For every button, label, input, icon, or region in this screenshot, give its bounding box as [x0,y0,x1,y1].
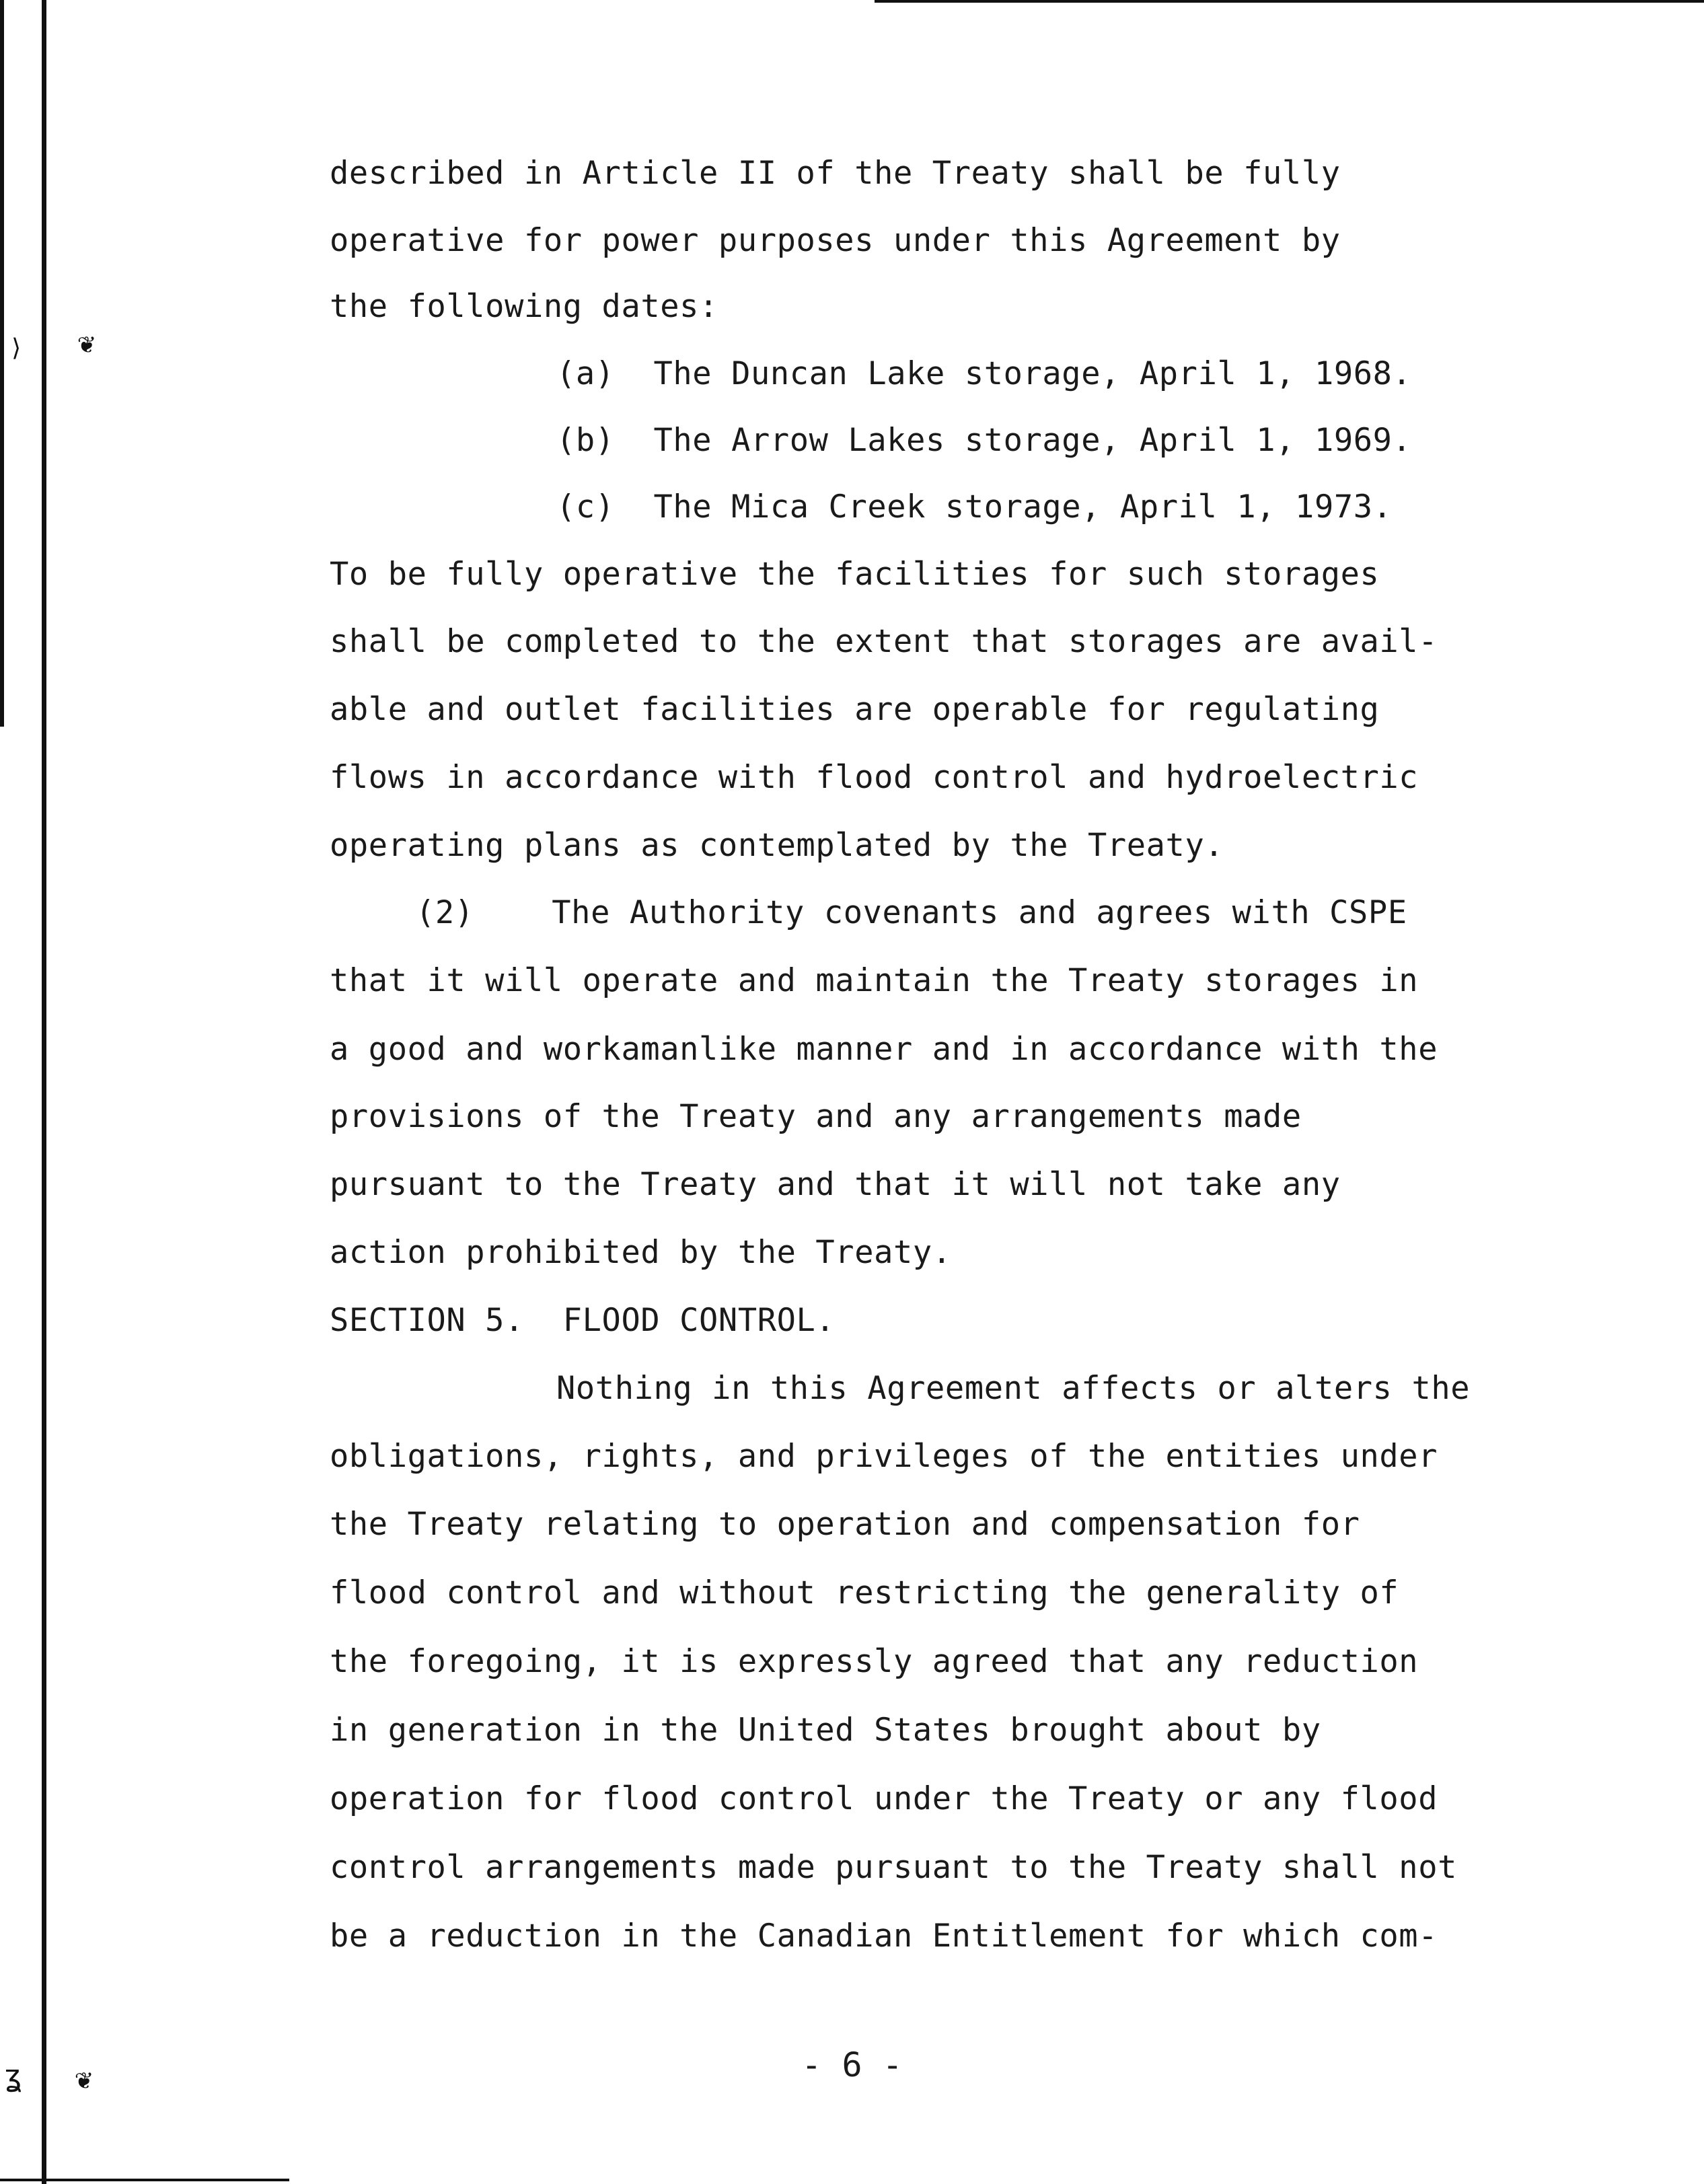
text-line: operation for flood control under the Treaty or any flood [330,1780,1438,1817]
text-line: operating plans as contemplated by the Treaty. [330,827,1224,864]
text-line: able and outlet facilities are operable for regulating [330,691,1380,728]
scan-artifact-top: ⟩ [9,334,24,362]
list-item: (a) The Duncan Lake storage, April 1, 1968. [556,355,1412,392]
text-line: operative for power purposes under this Agreement by [330,222,1341,259]
text-line: a good and workamanlike manner and in accordance with the [330,1031,1438,1068]
list-item: (b) The Arrow Lakes storage, April 1, 1969. [556,422,1412,459]
page-number: - 6 - [801,2045,903,2084]
text-line: that it will operate and maintain the Treaty storages in [330,962,1419,999]
punch-hole-mark-bottom: ❦ [75,2062,92,2095]
text-line: shall be completed to the extent that storages are avail- [330,623,1438,660]
scan-artifact-bottom: ʓ [4,2059,23,2093]
paragraph-start: (2) The Authority covenants and agrees with CSPE [416,894,1407,931]
text-line: flows in accordance with flood control and hydroelectric [330,759,1419,796]
text-line: flood control and without restricting the generality of [330,1574,1399,1611]
text-line: provisions of the Treaty and any arrangements made [330,1098,1302,1135]
section-heading: SECTION 5. FLOOD CONTROL. [330,1302,836,1339]
list-item: (c) The Mica Creek storage, April 1, 1973. [556,488,1393,525]
text-line: control arrangements made pursuant to the Treaty shall not [330,1849,1457,1886]
scan-edge-bottom [0,2179,289,2181]
text-line: To be fully operative the facilities for such storages [330,556,1380,593]
paragraph-start: Nothing in this Agreement affects or alters the [556,1370,1471,1407]
text-line: obligations, rights, and privileges of the entities under [330,1438,1438,1475]
text-line: the following dates: [330,288,718,325]
scan-edge-inner [42,0,46,2184]
scan-edge-top [875,0,1704,3]
text-line: be a reduction in the Canadian Entitlement for which com- [330,1918,1438,1955]
text-line: in generation in the United States brought about by [330,1712,1321,1749]
text-line: the Treaty relating to operation and compensation for [330,1506,1360,1543]
text-line: pursuant to the Treaty and that it will not take any [330,1166,1341,1203]
text-line: described in Article II of the Treaty shall be fully [330,155,1341,192]
scan-edge-outer [0,0,4,727]
text-line: action prohibited by the Treaty. [330,1234,952,1271]
punch-hole-mark-top: ❦ [77,326,95,359]
text-line: the foregoing, it is expressly agreed that any reduction [330,1643,1419,1680]
